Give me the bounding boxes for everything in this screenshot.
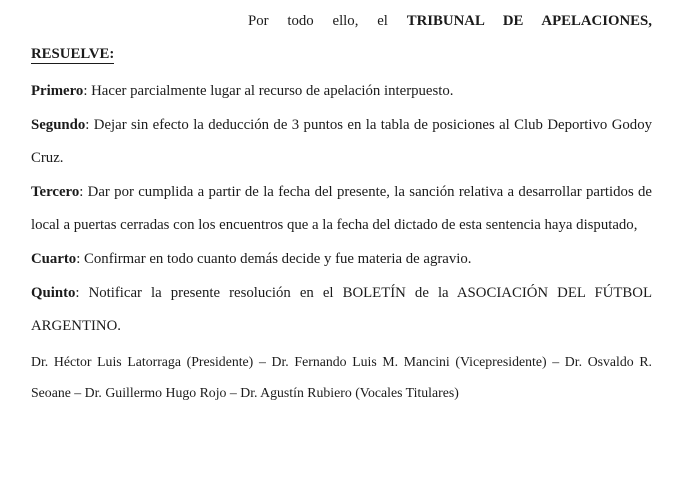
intro-lead-text: Por todo ello, el [248, 13, 407, 29]
resuelve-heading: RESUELVE: [31, 46, 115, 62]
signatories-paragraph: Dr. Héctor Luis Latorraga (Presidente) – Dr. Fernando Luis M. Mancini (Vicepresidente) – Dr. Osvaldo R. Seoane – Dr. Guillermo Hugo Rojo – Dr. Agustín Rubiero (Vocales Titulares) [31, 354, 652, 400]
item-quinto-label: Quinto [31, 285, 76, 301]
item-tercero-text: : Dar por cumplida a partir de la fecha del presente, la sanción relativa a desarrollar partidos de local a puertas cerradas con los encuentros que a la fecha del dictado de esta sentencia haya disputado, [31, 184, 652, 233]
item-cuarto [31, 243, 652, 276]
intro-paragraph [31, 5, 652, 38]
item-primero-label: Primero [31, 83, 84, 99]
item-segundo-label: Segundo [31, 117, 86, 133]
item-segundo [31, 109, 652, 175]
item-tercero-label: Tercero [31, 184, 80, 200]
item-quinto-text: : Notificar la presente resolución en el BOLETÍN de la ASOCIACIÓN DEL FÚTBOL ARGENTINO. [31, 285, 652, 334]
item-tercero [31, 176, 652, 242]
item-cuarto-label: Cuarto [31, 251, 77, 267]
item-cuarto-text: : Confirmar en todo cuanto demás decide y fue materia de agravio. [76, 251, 472, 267]
item-primero [31, 75, 652, 108]
tribunal-name-text: TRIBUNAL DE APELACIONES, [406, 13, 652, 29]
item-primero-text: : Hacer parcialmente lugar al recurso de apelación interpuesto. [83, 83, 454, 99]
item-quinto [31, 277, 652, 343]
resuelve-heading-line [31, 38, 652, 71]
item-segundo-text: : Dejar sin efecto la deducción de 3 puntos en la tabla de posiciones al Club Deportivo Godoy Cruz. [31, 117, 652, 166]
